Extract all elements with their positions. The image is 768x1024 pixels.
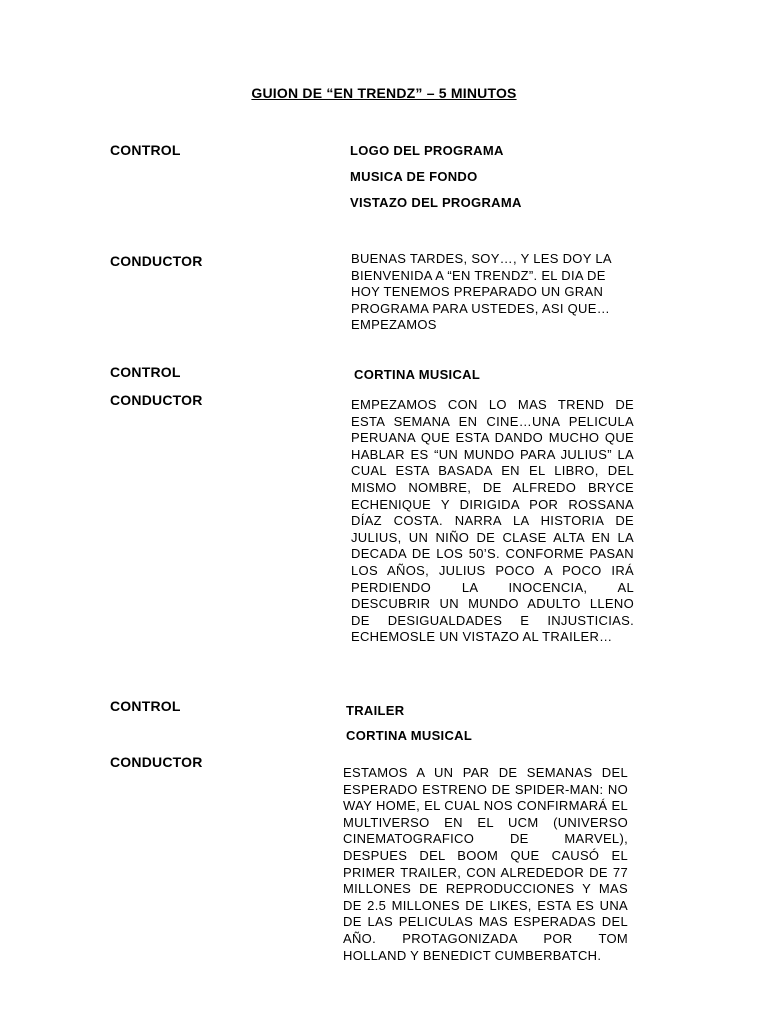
page-title: GUION DE “EN TRENDZ” – 5 MINUTOS xyxy=(251,85,517,101)
speaker-label: CONDUCTOR xyxy=(110,392,203,408)
conductor-text: BUENAS TARDES, SOY…, Y LES DOY LA BIENVENIDA A “EN TRENDZ”. EL DIA DE HOY TENEMOS PREPARADO UN GRAN PROGRAMA PARA USTEDES, ASI QUE… EMPEZAMOS xyxy=(351,251,612,333)
speaker-label: CONTROL xyxy=(110,364,181,380)
control-cue: TRAILER xyxy=(346,703,405,718)
speaker-label: CONTROL xyxy=(110,142,181,158)
control-cue: CORTINA MUSICAL xyxy=(346,728,473,743)
conductor-text: EMPEZAMOS CON LO MAS TREND DE ESTA SEMANA EN CINE…UNA PELICULA PERUANA QUE ESTA DANDO MUCHO QUE HABLAR ES “UN MUNDO PARA JULIUS” LA CUAL ESTA BASADA EN EL LIBRO, DEL MISMO NOMBRE, DE ALFREDO BRYCE ECHENIQUE Y DIRIGIDA POR ROSSANA DÍAZ COSTA. NARRA LA HISTORIA DE JULIUS, UN NIÑO DE CLASE ALTA EN LA DECADA DE LOS 50’S. CONFORME PASAN LOS AÑOS, JULIUS POCO A POCO IRÁ PERDIENDO LA INOCENCIA, AL DESCUBRIR UN MUNDO ADULTO LLENO DE DESIGUALDADES E INJUSTICIAS. ECHEMOSLE UN VISTAZO AL TRAILER… xyxy=(351,397,634,645)
conductor-text: ESTAMOS A UN PAR DE SEMANAS DEL ESPERADO ESTRENO DE SPIDER-MAN: NO WAY HOME, EL CUAL NOS CONFIRMARÁ EL MULTIVERSO EN EL UCM (UNIVERSO CINEMATOGRAFICO DE MARVEL), DESPUES DEL BOOM QUE CAUSÓ EL PRIMER TRAILER, CON ALREDEDOR DE 77 MILLONES DE REPRODUCCIONES Y MAS DE 2.5 MILLONES DE LIKES, ESTA ES UNA DE LAS PELICULAS MAS ESPERADAS DEL AÑO. PROTAGONIZADA POR TOM HOLLAND Y BENEDICT CUMBERBATCH. xyxy=(343,765,628,963)
speaker-label: CONDUCTOR xyxy=(110,754,203,770)
speaker-label: CONTROL xyxy=(110,698,181,714)
control-cue: VISTAZO DEL PROGRAMA xyxy=(350,195,522,210)
control-cue: MUSICA DE FONDO xyxy=(350,169,478,184)
control-cue: CORTINA MUSICAL xyxy=(354,367,481,382)
speaker-label: CONDUCTOR xyxy=(110,253,203,269)
control-cue: LOGO DEL PROGRAMA xyxy=(350,143,504,158)
